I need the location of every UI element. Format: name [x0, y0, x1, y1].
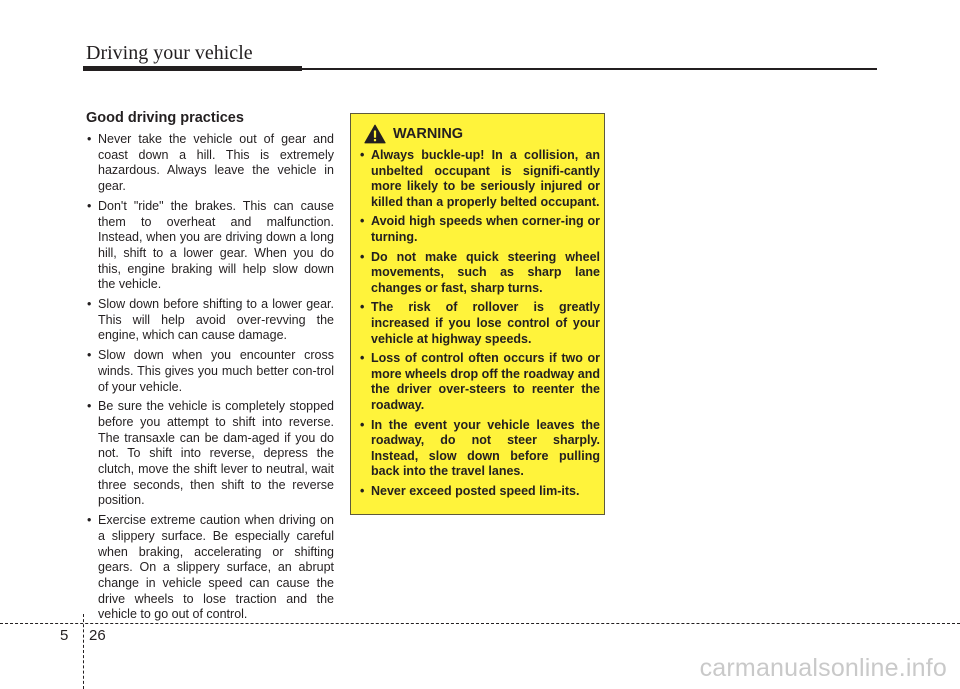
practice-list — [86, 132, 334, 623]
list-item — [86, 132, 334, 195]
warning-box — [350, 113, 605, 515]
warning-item — [359, 418, 600, 480]
warning-item-text: Never exceed posted speed lim-its. — [371, 483, 580, 498]
warning-item — [359, 214, 600, 245]
watermark: carmanualsonline.info — [699, 654, 947, 682]
warning-item-text: In the event your vehicle leaves the roadway, do not steer sharply. Instead, slow down before pulling back into the travel lanes. — [371, 417, 600, 479]
warning-header — [364, 124, 463, 144]
list-item-text: Be sure the vehicle is completely stopped before you attempt to shift into reverse. The transaxle can be dam-aged if you do not. To shift into reverse, depress the clutch, move the shift lever to neutral, wait three seconds, then shift to the reverse position. — [98, 399, 334, 508]
warning-item — [359, 250, 600, 297]
good-driving-practices-section — [86, 110, 334, 627]
footer-divider-vertical — [83, 614, 84, 689]
warning-item — [359, 351, 600, 413]
warning-item-text: Always buckle-up! In a collision, an unbelted occupant is signifi-cantly more likely to be seriously injured or killed than a properly belted occupant. — [371, 148, 600, 209]
warning-item — [359, 300, 600, 347]
list-item — [86, 513, 334, 623]
list-item-text: Don't "ride" the brakes. This can cause them to overheat and malfunction. Instead, when you are driving down a long hill, shift to a lower gear. When you do this, engine braking will help slow down the vehicle. — [98, 198, 334, 292]
warning-title: WARNING — [393, 126, 464, 142]
bullet-icon: • — [360, 351, 365, 366]
bullet-icon: • — [360, 214, 365, 229]
bullet-icon: • — [87, 348, 92, 363]
bullet-icon: • — [87, 399, 92, 414]
list-item — [86, 348, 334, 395]
list-item-text: Slow down before shifting to a lower gear. This will help avoid over-revving the engine, which can cause damage. — [98, 297, 334, 343]
header-rule-thick — [83, 66, 302, 71]
page-number: 26 — [89, 627, 106, 644]
bullet-icon: • — [87, 198, 92, 213]
bullet-icon: • — [360, 483, 365, 498]
bullet-icon: • — [360, 300, 365, 315]
list-item-text: Exercise extreme caution when driving on a slippery surface. Be especially careful when braking, accelerating or shifting gears. On a slippery surface, an abrupt change in vehicle speed can cause the drive wheels to lose traction and the vehicle to go out of control. — [98, 513, 334, 622]
warning-triangle-icon — [364, 124, 386, 144]
warning-item-text: The risk of rollover is greatly increased if you lose control of your vehicle at highway speeds. — [371, 300, 600, 346]
warning-item-text: Do not make quick steering wheel movements, such as sharp lane changes or fast, sharp turns. — [371, 249, 600, 295]
page-header-title: Driving your vehicle — [86, 42, 253, 64]
bullet-icon: • — [87, 132, 92, 146]
footer-divider-horizontal — [0, 623, 960, 624]
warning-item-text: Loss of control often occurs if two or more wheels drop off the roadway and the driver over-steers to reenter the roadway. — [371, 351, 600, 412]
list-item — [86, 399, 334, 509]
bullet-icon: • — [360, 148, 365, 162]
warning-list — [359, 148, 600, 503]
list-item — [86, 297, 334, 344]
list-item-text: Slow down when you encounter cross winds. This gives you much better con-trol of your vehicle. — [98, 348, 334, 394]
list-item-text: Never take the vehicle out of gear and coast down a hill. This is extremely hazardous. Always leave the vehicle in gear. — [98, 132, 334, 194]
warning-item — [359, 148, 600, 210]
warning-item-text: Avoid high speeds when corner-ing or turning. — [371, 214, 600, 244]
section-number: 5 — [60, 627, 69, 644]
warning-item — [359, 484, 600, 500]
bullet-icon: • — [87, 297, 92, 312]
bullet-icon: • — [360, 417, 365, 432]
section-heading: Good driving practices — [86, 110, 244, 126]
bullet-icon: • — [87, 513, 92, 528]
list-item — [86, 199, 334, 293]
bullet-icon: • — [360, 249, 365, 264]
header-rule-thin — [302, 68, 877, 70]
